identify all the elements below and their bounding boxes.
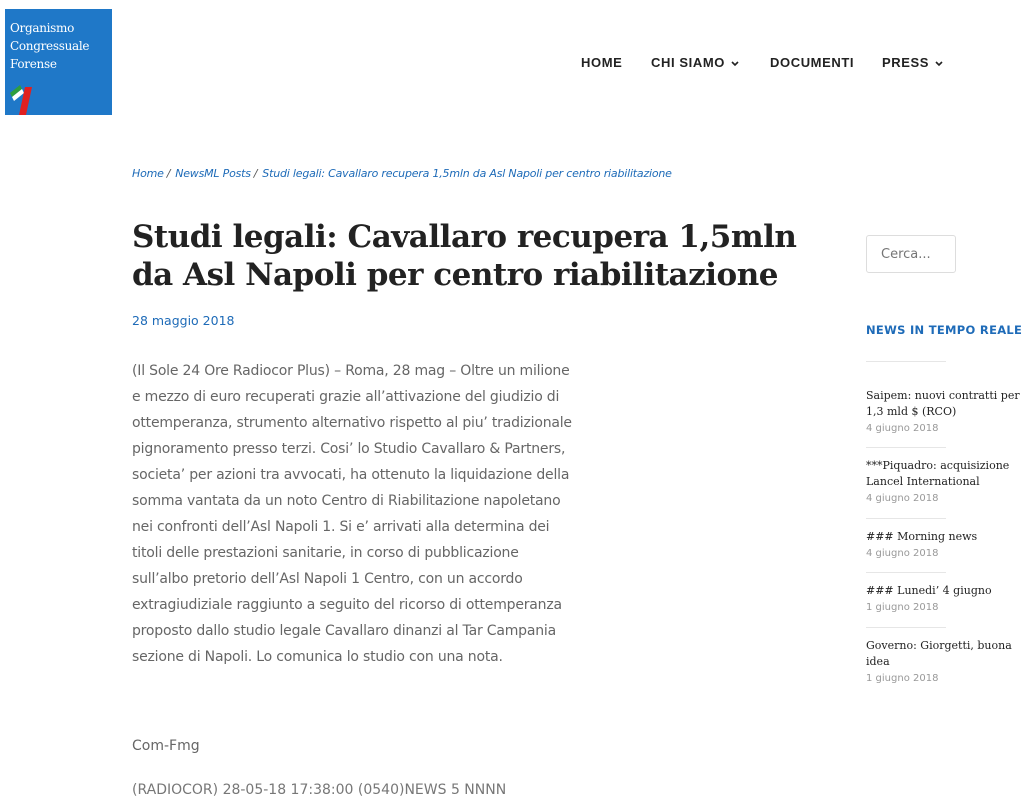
- logo-line-2: Congressuale: [10, 39, 90, 53]
- news-date: 1 giugno 2018: [866, 673, 939, 684]
- chevron-down-icon: [731, 59, 739, 69]
- nav-documenti-label: DOCUMENTI: [770, 55, 855, 70]
- sidebar-divider: [866, 518, 946, 519]
- sidebar-section-title: NEWS IN TEMPO REALE: [866, 323, 1022, 337]
- sidebar-divider: [866, 447, 946, 448]
- search-input[interactable]: [866, 235, 956, 273]
- chevron-down-icon: [935, 59, 943, 69]
- list-item[interactable]: [866, 583, 992, 613]
- sidebar-divider: [866, 361, 946, 362]
- breadcrumb-section[interactable]: NewsML Posts: [175, 167, 251, 180]
- news-title[interactable]: ### Morning news: [866, 530, 978, 543]
- list-item[interactable]: [866, 529, 977, 559]
- nav-press[interactable]: [882, 55, 943, 71]
- list-item[interactable]: [866, 638, 1012, 684]
- nav-chi-siamo-label: CHI SIAMO: [651, 55, 726, 70]
- sidebar-divider: [866, 627, 946, 628]
- logo[interactable]: [5, 9, 112, 115]
- nav-chi-siamo[interactable]: [651, 55, 739, 71]
- news-date: 4 giugno 2018: [866, 493, 939, 504]
- italian-flag-icon: [10, 81, 36, 117]
- list-item[interactable]: [866, 388, 1020, 434]
- article-signature: Com-Fmg: [132, 738, 200, 754]
- article-body: (Il Sole 24 Ore Radiocor Plus) – Roma, 28 mag – Oltre un milione e mezzo di euro recuperati grazie all’attivazione del giudizio di ottemperanza, strumento alternativo rispetto al piu’ tradizionale pignoramento presso terzi. Cosi’ lo Studio Cavallaro & Partners, societa’ per azioni tra avvocati, ha ottenuto la liquidazione della somma vantata da un noto Centro di Riabilitazione napoletano nei confronti dell’Asl Napoli 1. Si e’ arrivati alla determina dei titoli delle prestazioni sanitarie, in corso di pubblicazione sull’albo pretorio dell’Asl Napoli 1 Centro, con un accordo extragiudiziale raggiunto a seguito del ricorso di ottemperanza proposto dallo studio legale Cavallaro dinanzi al Tar Campania sezione di Napoli. Lo comunica lo studio con una nota.: [132, 363, 572, 665]
- news-title[interactable]: ***Piquadro: acquisizione Lancel International: [866, 459, 1010, 488]
- nav-home[interactable]: [581, 55, 622, 71]
- sidebar-divider: [866, 572, 946, 573]
- article-date[interactable]: 28 maggio 2018: [132, 313, 235, 328]
- news-date: 1 giugno 2018: [866, 602, 939, 613]
- news-title[interactable]: Saipem: nuovi contratti per 1,3 mld $ (RCO): [866, 389, 1020, 418]
- news-date: 4 giugno 2018: [866, 548, 939, 559]
- article-cut-line: (RADIOCOR) 28-05-18 17:38:00 (0540)NEWS 5 NNNN: [132, 782, 507, 798]
- news-title[interactable]: Governo: Giorgetti, buona idea: [866, 639, 1012, 668]
- breadcrumb-current: Studi legali: Cavallaro recupera 1,5mln da Asl Napoli per centro riabilitazione: [262, 167, 672, 180]
- page-title: Studi legali: Cavallaro recupera 1,5mln da Asl Napoli per centro riabilitazione: [132, 219, 797, 293]
- breadcrumb: Home / NewsML Posts / Studi legali: Cavallaro recupera 1,5mln da Asl Napoli per centro riabilitazione: [132, 167, 672, 180]
- nav-home-label: HOME: [581, 55, 623, 70]
- news-title[interactable]: ### Lunedi’ 4 giugno: [866, 584, 992, 597]
- logo-line-3: Forense: [10, 57, 57, 71]
- list-item[interactable]: [866, 458, 1009, 504]
- logo-line-1: Organismo: [10, 21, 75, 35]
- nav-documenti[interactable]: [770, 55, 854, 71]
- news-date: 4 giugno 2018: [866, 423, 939, 434]
- nav-press-label: PRESS: [882, 55, 930, 70]
- breadcrumb-home[interactable]: Home: [132, 167, 164, 180]
